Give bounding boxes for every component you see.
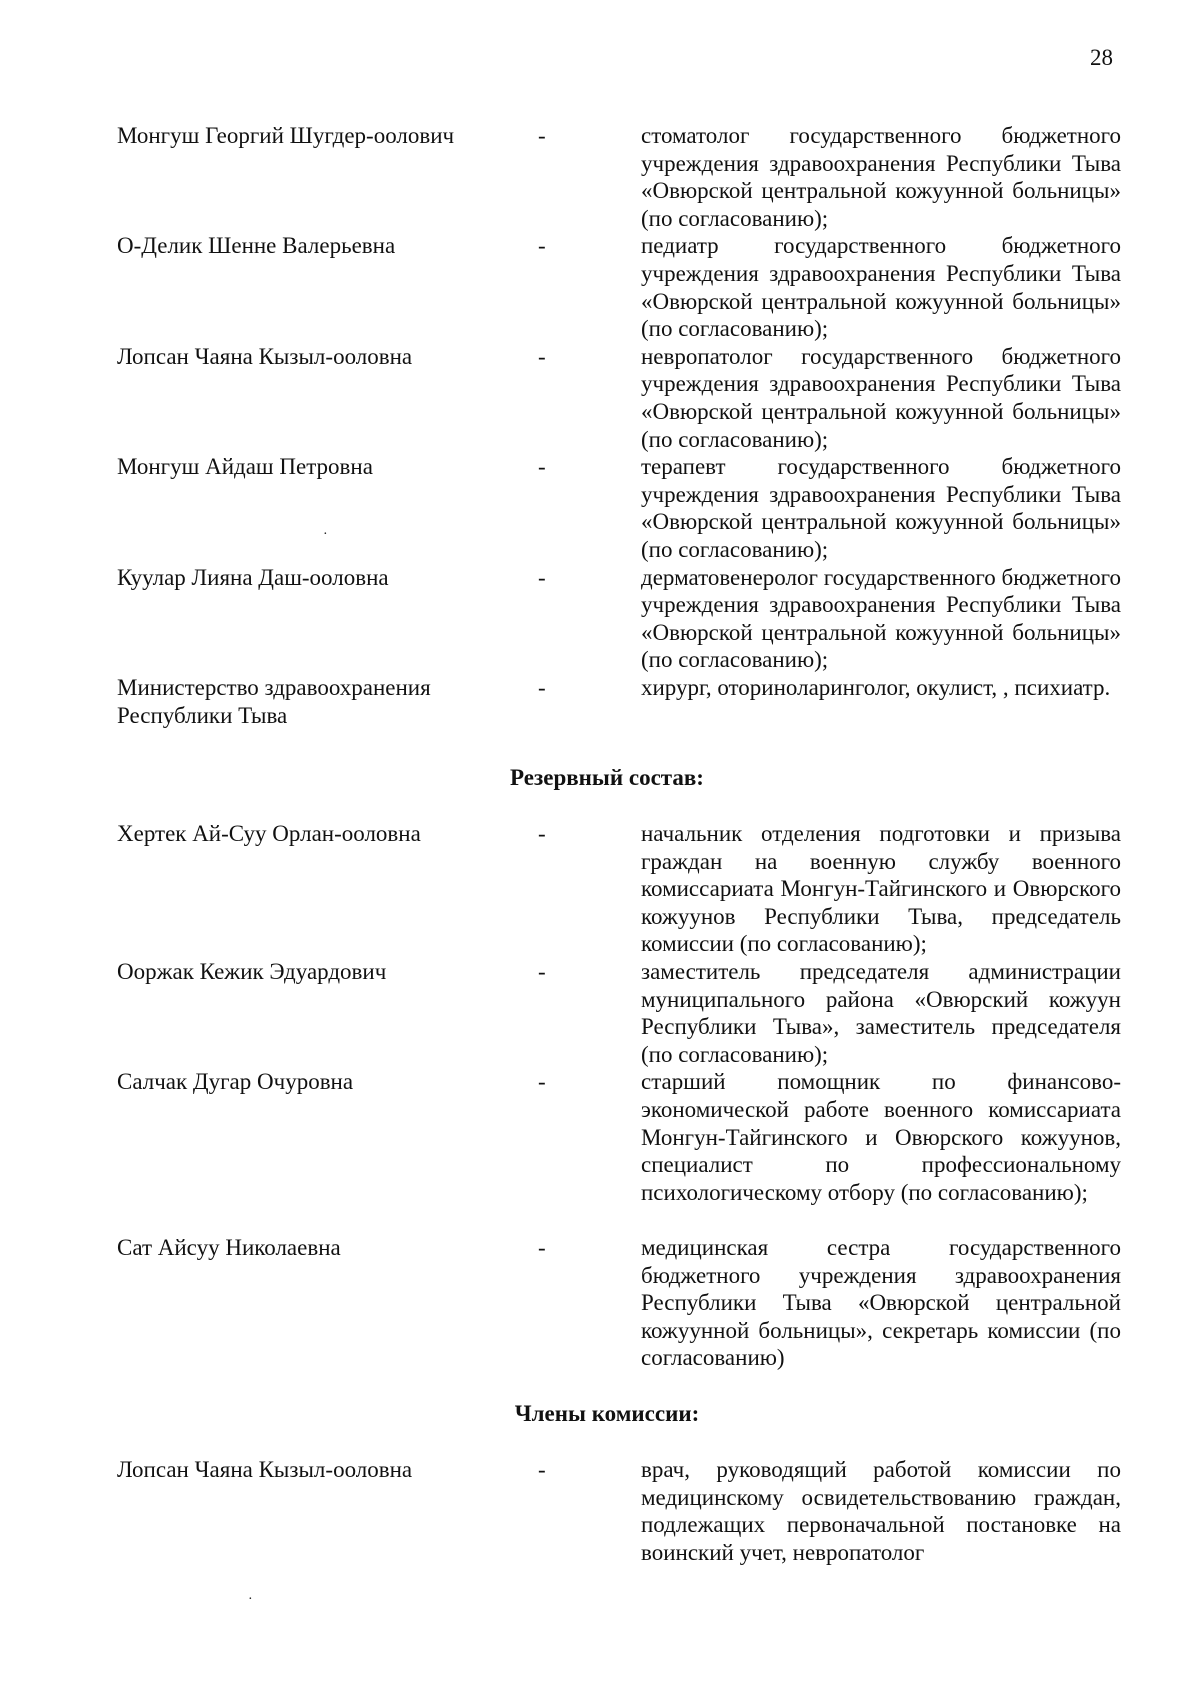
entry-dash: - (538, 821, 546, 846)
entry-description: терапевт государственного бюджетного учреждения здравоохранения Республики Тыва «Овюрской центральной кожуунной больницы» (по согласованию); (641, 454, 1121, 562)
entry-description: старший помощник по финансово-экономической работе военного комиссариата Монгун-Тайгинского и Овюрского кожуунов, специалист по профессиональному психологическому отбору (по согласованию); (641, 1069, 1121, 1205)
entries-b (0, 820, 1200, 1372)
entry-dash: - (538, 343, 546, 369)
entry-description: стоматолог государственного бюджетного учреждения здравоохранения Республики Тыва «Овюрской центральной кожуунной больницы» (по согласованию); (641, 123, 1121, 231)
entries-a (0, 122, 1200, 729)
entry-description: начальник отделения подготовки и призыва граждан на военную службу военного комиссариата Монгун-Тайгинского и Овюрского кожуунов Республики Тыва, председатель комиссии (по согласованию); (641, 821, 1121, 957)
entry (0, 1234, 1200, 1372)
entry-dash: - (538, 1457, 546, 1482)
entry-description: педиатр государственного бюджетного учреждения здравоохранения Республики Тыва «Овюрской центральной кожуунной больницы» (по согласованию); (641, 233, 1121, 342)
entry-description: заместитель председателя администрации муниципального района «Овюрский кожуун Республики Тыва», заместитель председателя (по согласованию); (641, 959, 1121, 1067)
entry (0, 1068, 1200, 1234)
entry-description: невропатолог государственного бюджетного учреждения здравоохранения Республики Тыва «Овюрской центральной кожуунной больницы» (по согласованию); (641, 343, 1121, 452)
entry-description: дерматовенеролог государственного бюджетного учреждения здравоохранения Республики Тыва «Овюрской центральной кожуунной больницы» (по согласованию); (641, 564, 1121, 673)
entry-name: Лопсан Чаяна Кызыл-ооловна (117, 343, 413, 369)
entry-name: Хертек Ай-Суу Орлан-ооловна (117, 821, 421, 846)
entry (0, 122, 1200, 232)
entry-dash: - (538, 959, 546, 984)
entry-dash: - (538, 1069, 546, 1095)
entry-dash: - (538, 454, 546, 480)
entry-name: О-Делик Шенне Валерьевна (117, 233, 396, 259)
entry (0, 820, 1200, 958)
entry (0, 343, 1200, 453)
entry-dash: - (538, 1234, 546, 1260)
entry-name: Куулар Лияна Даш-ооловна (117, 564, 389, 590)
entries-c (0, 1456, 1200, 1566)
entry-dash: - (538, 233, 546, 259)
entry-name: Монгуш Георгий Шугдер-оолович (117, 123, 455, 148)
entry (0, 232, 1200, 342)
entry-name: Салчак Дугар Очуровна (117, 1069, 354, 1095)
entry-name: Сат Айсуу Николаевна (117, 1234, 341, 1260)
entry (0, 564, 1200, 674)
entry-name: Министерство здравоохранения Республики Тыва (117, 674, 431, 728)
entry-description: врач, руководящий работой комиссии по медицинскому освидетельствованию граждан, подлежащих первоначальной постановке на воинский учет, невропатолог (641, 1457, 1121, 1565)
entry-dash: - (538, 674, 546, 700)
heading-reserve: Резервный состав: (510, 765, 704, 790)
entry (0, 958, 1200, 1068)
scan-speck: · (323, 527, 328, 542)
entry (0, 674, 1200, 729)
entry (0, 453, 1200, 563)
entry-name: Монгуш Айдаш Петровна (117, 454, 373, 480)
entry-dash: - (538, 123, 546, 148)
entry-dash: - (538, 564, 546, 590)
entry-description: медицинская сестра государственного бюджетного учреждения здравоохранения Республики Тыва «Овюрской центральной кожуунной больницы», секретарь комиссии (по согласованию) (641, 1234, 1121, 1371)
entry-description: хирург, оториноларинголог, окулист, , психиатр. (641, 674, 1111, 700)
page-number: 28 (1090, 45, 1113, 70)
entry (0, 1456, 1200, 1566)
entry-name: Лопсан Чаяна Кызыл-ооловна (117, 1457, 413, 1482)
heading-members: Члены комиссии: (514, 1401, 700, 1426)
scan-speck: · (248, 1592, 253, 1607)
entry-name: Ооржак Кежик Эдуардович (117, 959, 387, 984)
